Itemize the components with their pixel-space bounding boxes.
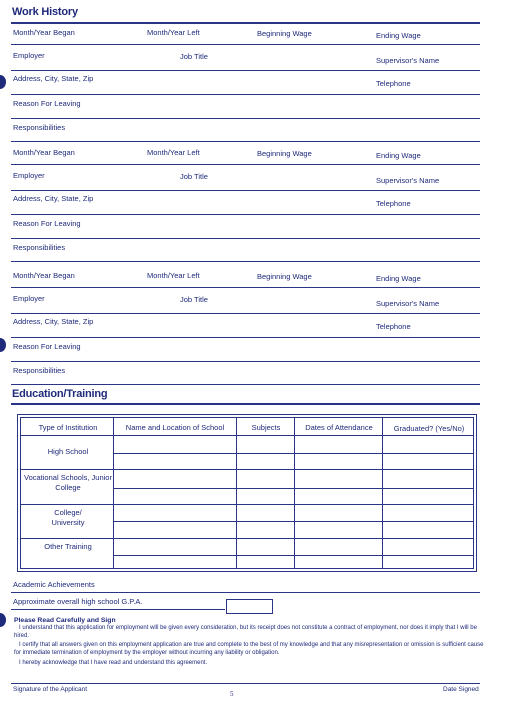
responsibilities-label: Responsibilities — [13, 366, 66, 375]
row-divider — [113, 555, 473, 556]
employer-label: Employer — [13, 51, 45, 60]
header-type-of-institution: Type of Institution — [38, 423, 98, 432]
row-divider — [21, 504, 473, 505]
month-year-began-label: Month/Year Began — [13, 271, 75, 280]
header-graduated: Graduated? (Yes/No) — [393, 424, 465, 433]
ending-wage-label: Ending Wage — [376, 151, 421, 160]
date-signed-label: Date Signed — [443, 686, 479, 693]
binder-hole — [0, 75, 6, 89]
telephone-label: Telephone — [376, 79, 411, 88]
row-vocational: Vocational Schools, Junior College — [24, 473, 112, 492]
month-year-left-label: Month/Year Left — [147, 148, 200, 157]
agreement-heading: Please Read Carefully and Sign — [14, 617, 116, 624]
reason-for-leaving-label: Reason For Leaving — [13, 342, 81, 351]
column-divider — [236, 418, 237, 568]
responsibilities-label: Responsibilities — [13, 243, 66, 252]
ending-wage-label: Ending Wage — [376, 31, 421, 40]
row-divider — [113, 488, 473, 489]
responsibilities-label: Responsibilities — [13, 123, 66, 132]
field-line[interactable] — [11, 287, 480, 288]
header-dates: Dates of Attendance — [305, 423, 373, 432]
gpa-input-box[interactable] — [226, 599, 273, 614]
field-line[interactable] — [11, 118, 480, 119]
telephone-label: Telephone — [376, 199, 411, 208]
field-line[interactable] — [11, 44, 480, 45]
row-divider — [113, 521, 473, 522]
field-line[interactable] — [11, 94, 480, 95]
section-rule — [11, 22, 480, 24]
address-label: Address, City, State, Zip — [13, 194, 94, 203]
beginning-wage-label: Beginning Wage — [257, 272, 312, 281]
academic-achievements-label: Academic Achievements — [13, 580, 95, 589]
signature-label: Signature of the Applicant — [13, 686, 88, 693]
field-line[interactable] — [11, 384, 480, 385]
supervisors-name-label: Supervisor's Name — [376, 176, 440, 185]
job-title-label: Job Title — [180, 172, 208, 181]
underline — [11, 609, 225, 610]
field-line[interactable] — [11, 164, 480, 165]
month-year-left-label: Month/Year Left — [147, 271, 200, 280]
header-subjects: Subjects — [251, 423, 281, 432]
row-divider — [21, 435, 473, 436]
field-line[interactable] — [11, 70, 480, 71]
binder-hole — [0, 338, 6, 352]
reason-for-leaving-label: Reason For Leaving — [13, 219, 81, 228]
field-line[interactable] — [11, 361, 480, 362]
agreement-paragraph-1: I understand that this application for employment will be given every consideration, but its receipt does not constitute a contract of employment, nor does it imply that I will be hired. — [14, 625, 477, 639]
month-year-began-label: Month/Year Began — [13, 148, 75, 157]
field-line[interactable] — [11, 190, 480, 191]
signature-line[interactable] — [11, 683, 480, 684]
address-label: Address, City, State, Zip — [13, 74, 94, 83]
education-title: Education/Training — [12, 388, 108, 400]
agreement-paragraph-2: I certify that all answers given on this employment application are true and complete to the best of my knowledge and that any misrepresentation or omission is sufficient cause for immediate termination of employment by the employer without incurring any liability or obligation. — [14, 642, 484, 656]
row-high-school: High School — [47, 447, 89, 456]
row-divider — [113, 453, 473, 454]
column-divider — [382, 418, 383, 568]
month-year-left-label: Month/Year Left — [147, 28, 200, 37]
reason-for-leaving-label: Reason For Leaving — [13, 99, 81, 108]
row-other-training: Other Training — [44, 542, 92, 551]
header-name-location: Name and Location of School — [125, 423, 225, 432]
field-line[interactable] — [11, 141, 480, 142]
row-divider — [21, 538, 473, 539]
field-line[interactable] — [11, 337, 480, 338]
work-history-title: Work History — [12, 6, 78, 18]
job-title-label: Job Title — [180, 295, 208, 304]
page-number: 5 — [230, 690, 234, 698]
field-line[interactable] — [11, 313, 480, 314]
address-label: Address, City, State, Zip — [13, 317, 94, 326]
employer-label: Employer — [13, 294, 45, 303]
supervisors-name-label: Supervisor's Name — [376, 299, 440, 308]
underline[interactable] — [11, 592, 480, 593]
column-divider — [113, 418, 114, 568]
gpa-label: Approximate overall high school G.P.A. — [13, 597, 143, 606]
row-college: College/ University — [51, 508, 85, 527]
supervisors-name-label: Supervisor's Name — [376, 56, 440, 65]
row-divider — [21, 469, 473, 470]
field-line[interactable] — [11, 261, 480, 262]
column-divider — [294, 418, 295, 568]
telephone-label: Telephone — [376, 322, 411, 331]
section-rule — [11, 403, 480, 405]
job-title-label: Job Title — [180, 52, 208, 61]
month-year-began-label: Month/Year Began — [13, 28, 75, 37]
beginning-wage-label: Beginning Wage — [257, 149, 312, 158]
field-line[interactable] — [11, 238, 480, 239]
binder-hole — [0, 613, 6, 627]
employer-label: Employer — [13, 171, 45, 180]
beginning-wage-label: Beginning Wage — [257, 29, 312, 38]
education-table — [17, 414, 477, 572]
ending-wage-label: Ending Wage — [376, 274, 421, 283]
field-line[interactable] — [11, 214, 480, 215]
agreement-paragraph-3: I hereby acknowledge that I have read and understand this agreement. — [19, 660, 208, 666]
